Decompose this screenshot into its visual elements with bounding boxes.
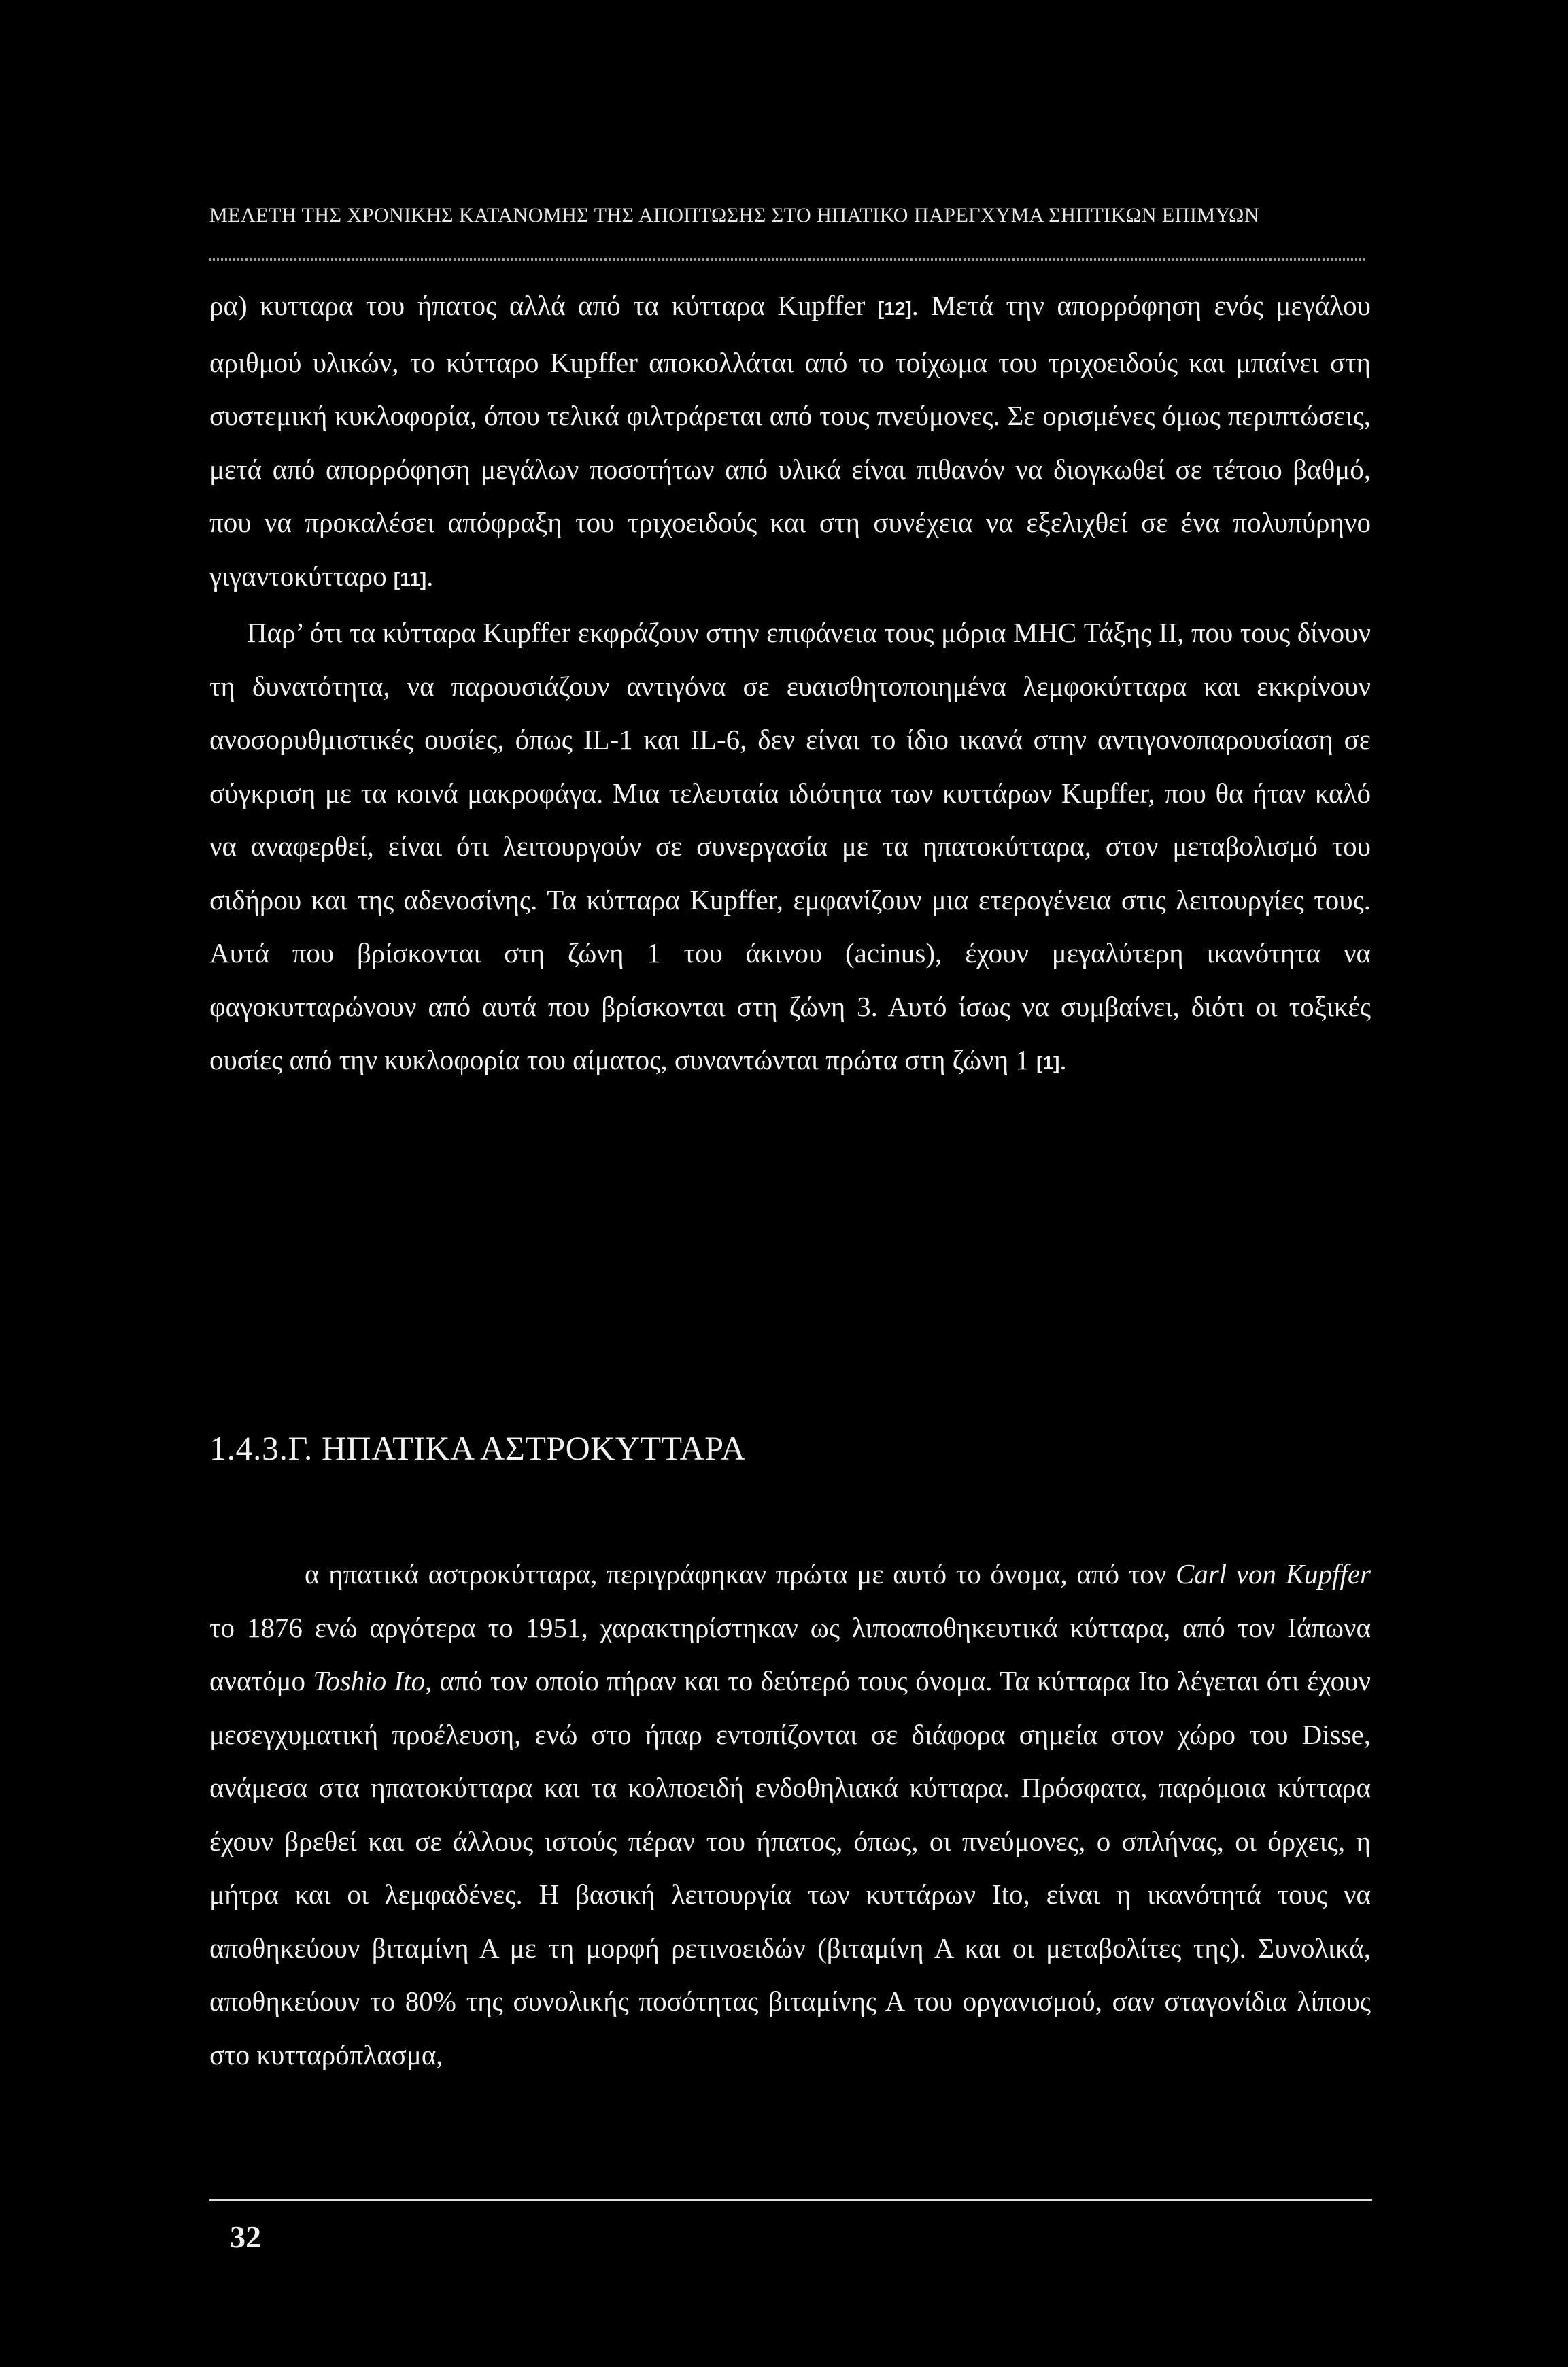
paragraph-1 xyxy=(209,279,1371,606)
name-carl-von-kupffer: Carl von Kupffer xyxy=(1175,1558,1371,1590)
paragraph-1-text-c: . xyxy=(426,560,434,592)
paragraph-1-text-b: . Μετά την απορρόφηση ενός μεγάλου αριθμού υλικών, το κύτταρο Kupffer αποκολλάται από το τοίχωμα του τριχοειδούς και μπαίνει στη συστεμική κυκλοφορία, όπου τελικά φιλτράρεται από τους πνεύμονες. Σε ορισμένες όμως περιπτώσεις, μετά από απορρόφηση μεγάλων ποσοτήτων από υλικά είναι πιθανόν να διογκωθεί σε τέτοιο βαθμό, που να προκαλέσει απόφραξη του τριχοειδούς και στη συνέχεια να εξελιχθεί σε ένα πολυπύρηνο γιγαντοκύτταρο xyxy=(209,290,1371,592)
section-text-b: το 1876 ενώ αργότερα το 1951, χαρακτηρίστηκαν ως λιποαποθηκευτικά κύτταρα, από τον Ιάπωνα ανατόμο xyxy=(209,1611,1371,1696)
citation-1: [1] xyxy=(1036,1052,1060,1073)
section-text-a: α ηπατικά αστροκύτταρα, περιγράφηκαν πρώτα με αυτό το όνομα, από τον xyxy=(305,1558,1176,1590)
footer-divider xyxy=(209,2199,1372,2201)
section-paragraph xyxy=(209,1547,1371,2081)
body-text xyxy=(209,279,1371,1090)
paragraph-2 xyxy=(209,606,1371,1090)
citation-11: [11] xyxy=(393,568,427,590)
paragraph-1-text-a: ρα) κυτταρα του ήπατος αλλά από τα κύτταρα Kupffer xyxy=(209,290,878,321)
name-toshio-ito: Toshio Ito xyxy=(313,1665,426,1696)
section-heading: 1.4.3.Γ. ΗΠΑΤΙΚΑ ΑΣΤΡΟΚΥΤΤΑΡΑ xyxy=(209,1429,746,1467)
section-text xyxy=(209,1547,1371,2081)
section-text-c: , από τον οποίο πήραν και το δεύτερό τους όνομα. Τα κύτταρα Ito λέγεται ότι έχουν μεσεγχυματική προέλευση, ενώ στο ήπαρ εντοπίζονται σε διάφορα σημεία στον χώρο του Disse, ανάμεσα στα ηπατοκύτταρα και τα κολποειδή ενδοθηλιακά κύτταρα. Πρόσφατα, παρόμοια κύτταρα έχουν βρεθεί και σε άλλους ιστούς πέραν του ήπατος, όπως, οι πνεύμονες, ο σπλήνας, οι όρχεις, η μήτρα και οι λεμφαδένες. Η βασική λειτουργία των κυττάρων Ito, είναι η ικανότητά τους να αποθηκεύουν βιταμίνη Α με τη μορφή ρετινοειδών (βιταμίνη Α και οι μεταβολίτες της). Συνολικά, αποθηκεύουν το 80% της συνολικής ποσότητας βιταμίνης Α του οργανισμού, σαν σταγονίδια λίπους στο κυτταρόπλασμα, xyxy=(209,1665,1371,2070)
running-head: ΜΕΛΕΤΗ ΤΗΣ ΧΡΟΝΙΚΗΣ ΚΑΤΑΝΟΜΗΣ ΤΗΣ ΑΠΟΠΤΩΣΗΣ ΣΤΟ ΗΠΑΤΙΚΟ ΠΑΡΕΓΧΥΜΑ ΣΗΠΤΙΚΩΝ ΕΠΙΜΥΩΝ xyxy=(209,204,1260,226)
header-divider xyxy=(209,258,1365,261)
page-number: 32 xyxy=(230,2219,261,2254)
paragraph-2-text-b: . xyxy=(1059,1044,1067,1075)
citation-12: [12] xyxy=(877,298,912,319)
paragraph-2-text-a: Παρ’ ότι τα κύτταρα Kupffer εκφράζουν στην επιφάνεια τους μόρια MHC Τάξης II, που τους δίνουν τη δυνατότητα, να παρουσιάζουν αντιγόνα σε ευαισθητοποιημένα λεμφοκύτταρα και εκκρίνουν ανοσορυθμιστικές ουσίες, όπως IL-1 και IL-6, δεν είναι το ίδιο ικανά στην αντιγονοπαρουσίαση σε σύγκριση με τα κοινά μακροφάγα. Μια τελευταία ιδιότητα των κυττάρων Kupffer, που θα ήταν καλό να αναφερθεί, είναι ότι λειτουργούν σε συνεργασία με τα ηπατοκύτταρα, στον μεταβολισμό του σιδήρου και της αδενοσίνης. Τα κύτταρα Kupffer, εμφανίζουν μια ετερογένεια στις λειτουργίες τους. Αυτά που βρίσκονται στη ζώνη 1 του άκινου (acinus), έχουν μεγαλύτερη ικανότητα να φαγοκυτταρώνουν από αυτά που βρίσκονται στη ζώνη 3. Αυτό ίσως να συμβαίνει, διότι οι τοξικές ουσίες από την κυκλοφορία του αίματος, συναντώνται πρώτα στη ζώνη 1 xyxy=(209,617,1371,1075)
